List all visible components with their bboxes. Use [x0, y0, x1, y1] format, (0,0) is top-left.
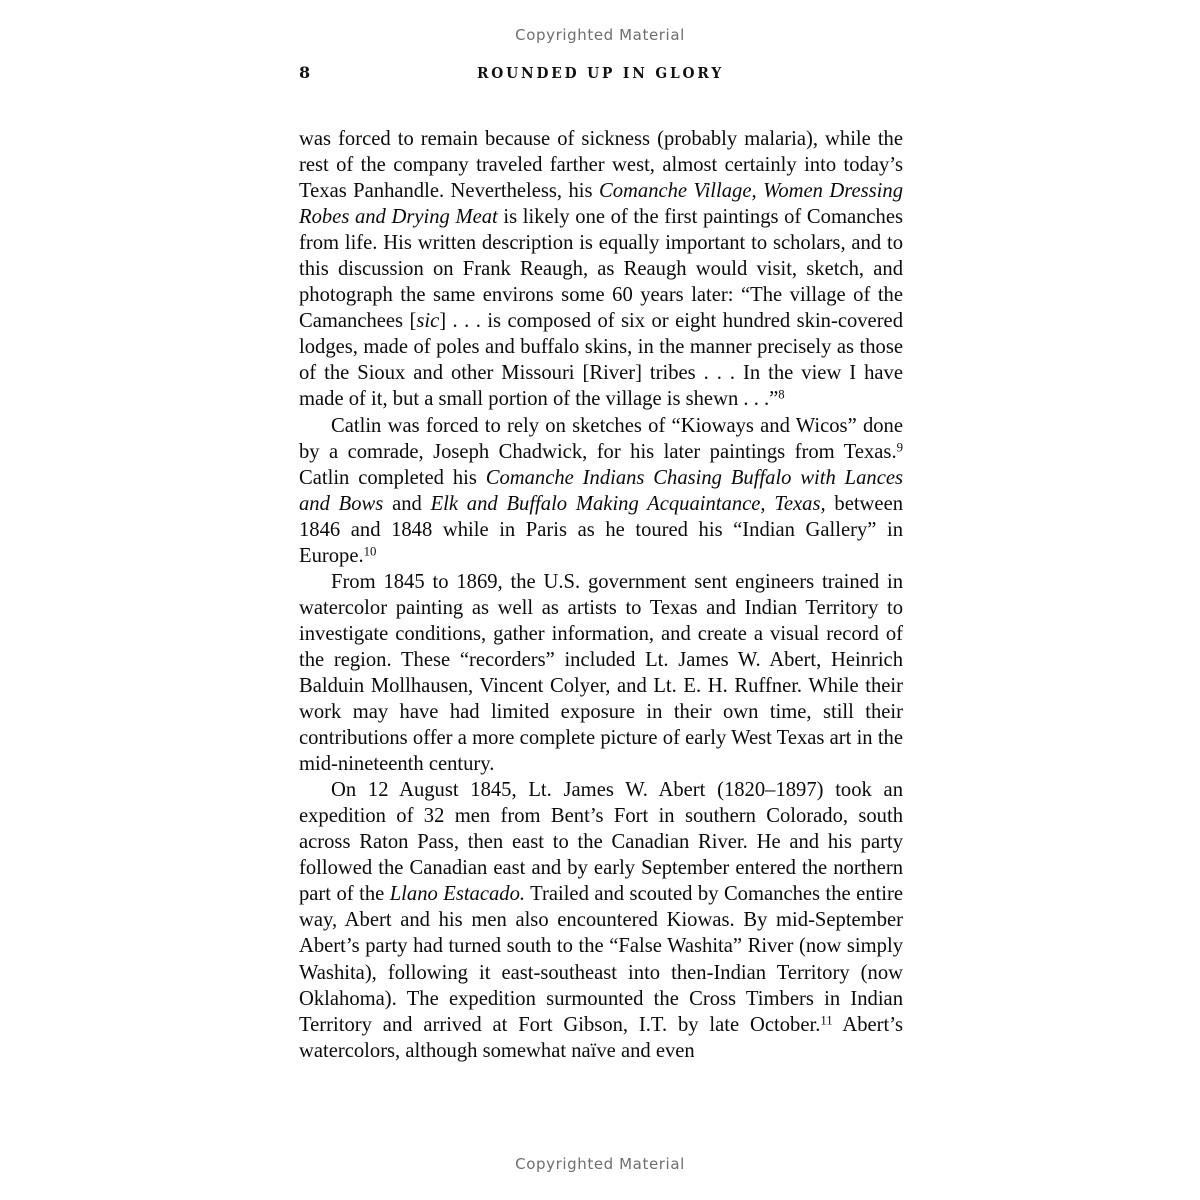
body-paragraph	[299, 126, 903, 413]
footnote-marker: 8	[778, 387, 785, 402]
body-paragraph	[299, 777, 903, 1064]
text-run: between 1846 and 1848 while in Paris as he toured his “Indian Gallery” in Europe.	[299, 492, 904, 567]
footnote-marker: 10	[363, 544, 377, 559]
italic-title: Llano Estacado.	[389, 883, 526, 906]
body-paragraph	[299, 569, 903, 777]
footnote-marker: 9	[896, 439, 903, 454]
page-number: 8	[299, 63, 311, 82]
text-run: ] . . . is composed of six or eight hundred skin-covered lodges, made of poles and buffalo skins, in the manner precisely as those of the Sioux and other Missouri [River] tribes . . . In the view I have made of it, but a small portion of the village is shewn . . .”	[299, 310, 903, 411]
running-head	[299, 62, 902, 88]
italic-title: Elk and Buffalo Making Acquaintance, Texas,	[430, 492, 826, 515]
running-head-title: ROUNDED UP IN GLORY	[476, 64, 725, 82]
copyright-watermark-bottom: Copyrighted Material	[515, 1155, 685, 1173]
body-paragraph	[299, 413, 903, 569]
italic-title: Comanche Indians Chasing Buffalo with Lances and Bows	[299, 466, 904, 515]
text-run: and	[383, 492, 431, 515]
footnote-marker: 11	[820, 1012, 833, 1027]
copyright-watermark-top: Copyrighted Material	[515, 26, 685, 44]
body-text-column	[299, 126, 903, 1064]
text-run: Abert’s watercolors, although somewhat naïve and even	[299, 1013, 904, 1062]
text-run: Catlin completed his	[299, 466, 486, 489]
text-run: From 1845 to 1869, the U.S. government sent engineers trained in watercolor painting as well as artists to Texas and Indian Territory to investigate conditions, gather information, and create a visual record of the region. These “recorders” included Lt. James W. Abert, Heinrich Balduin Mollhausen, Vincent Colyer, and Lt. E. H. Ruffner. While their work may have had limited exposure in their own time, still their contributions offer a more complete picture of early West Texas art in the mid-nineteenth century.	[299, 570, 903, 776]
text-run: is likely one of the first paintings of Comanches from life. His written description is equally important to scholars, and to this discussion on Frank Reaugh, as Reaugh would visit, sketch, and photograph the same environs some 60 years later: “The village of the Camanchees [	[299, 206, 904, 333]
text-run: On 12 August 1845, Lt. James W. Abert (1820–1897) took an expedition of 32 men from Bent’s Fort in southern Colorado, south across Raton Pass, then east to the Canadian River. He and his party followed the Canadian east and by early September entered the northern part of the	[299, 779, 903, 906]
text-run: was forced to remain because of sickness (probably malaria), while the rest of the company traveled farther west, almost certainly into today’s Texas Panhandle. Nevertheless, his	[299, 128, 903, 203]
italic-title: sic	[416, 310, 440, 333]
italic-title: Comanche Village, Women Dressing Robes and Drying Meat	[299, 180, 903, 229]
text-run: Catlin was forced to rely on sketches of “Kioways and Wicos” done by a comrade, Joseph Chadwick, for his later paintings from Texas.	[299, 414, 903, 463]
text-run: Trailed and scouted by Comanches the entire way, Abert and his men also encountered Kiowas. By mid-September Abert’s party had turned south to the “False Washita” River (now simply Washita), following it east-southeast into then-Indian Territory (now Oklahoma). The expedition surmounted the Cross Timbers in Indian Territory and arrived at Fort Gibson, I.T. by late October.	[299, 883, 903, 1036]
